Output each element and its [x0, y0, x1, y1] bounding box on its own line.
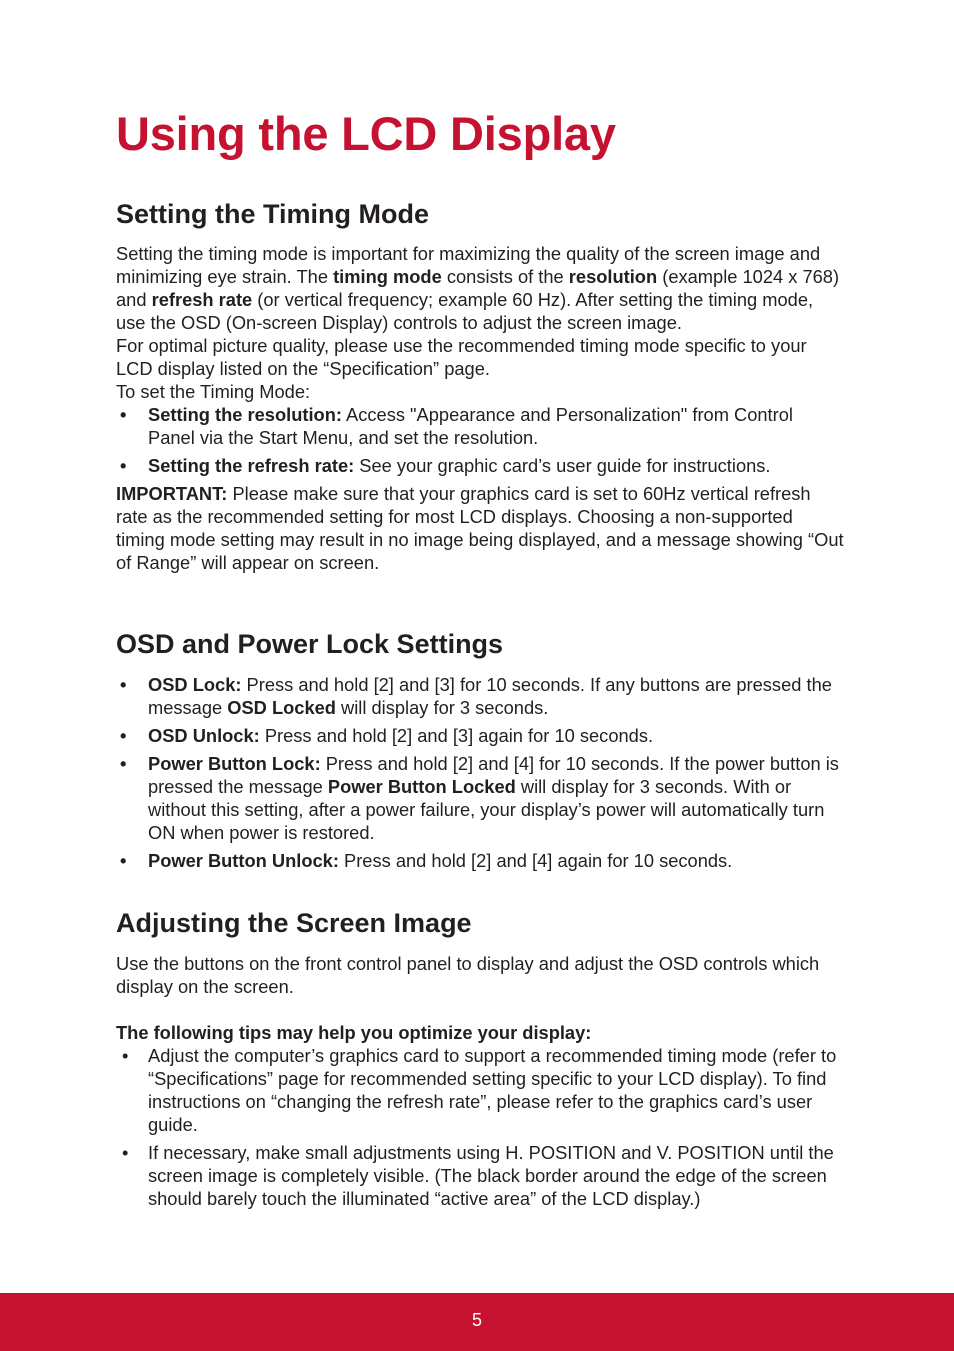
list-item: • Setting the refresh rate: See your graphic card’s user guide for instructions. — [120, 455, 771, 476]
list-item: • Adjust the computer’s graphics card to support a recommended timing mode (refer to “Specifications” page for recommended setting specific to your LCD display). To find instructions on “changing the refresh rate”, please refer to the graphics card’s user guide. — [122, 1045, 837, 1135]
list-item: • If necessary, make small adjustments using H. POSITION and V. POSITION until the screen image is completely visible. (The black border around the edge of the screen should barely touch the illuminated “active area” of the LCD display.) — [122, 1142, 834, 1209]
timing-mode-heading: Setting the Timing Mode — [116, 199, 429, 229]
bullet-icon: • — [120, 850, 127, 871]
osd-lock-list — [116, 673, 844, 872]
page-footer — [0, 1293, 954, 1351]
page-number: 5 — [471, 1310, 482, 1330]
important-note: IMPORTANT: Please make sure that your graphics card is set to 60Hz vertical refresh rate as the recommended setting for most LCD displays. Choosing a non-supported timing mode setting may result in no image being displayed, and a message showing “Out of Range” will appear on screen. — [116, 483, 844, 573]
page-title: Using the LCD Display — [116, 107, 616, 160]
bullet-icon: • — [122, 1045, 129, 1066]
timing-steps-list — [116, 403, 844, 477]
timing-intro-paragraph: Setting the timing mode is important for maximizing the quality of the screen image and minimizing eye strain. The timing mode consists of the resolution (example 1024 x 768) and refresh rate (or vertical frequency; example 60 Hz). After setting the timing mode, use the OSD (On-screen Display) controls to adjust the screen image. — [116, 243, 840, 333]
tips-heading: The following tips may help you optimize your display: — [116, 1022, 592, 1043]
bullet-icon: • — [120, 455, 127, 476]
list-item: • Power Button Lock: Press and hold [2] and [4] for 10 seconds. If the power button is pressed the message Power Button Locked will display for 3 seconds. With or without this setting, after a power failure, your display’s power will automatically turn ON when power is restored. — [120, 753, 839, 843]
list-item: • Setting the resolution: Access "Appearance and Personalization" from Control Panel via the Start Menu, and set the resolution. — [120, 404, 793, 448]
bullet-icon: • — [120, 753, 127, 774]
optimal-quality-paragraph: For optimal picture quality, please use the recommended timing mode specific to your LCD display listed on the “Specification” page. — [116, 335, 807, 379]
timing-mode-section — [116, 242, 844, 574]
tips-section — [116, 1021, 844, 1210]
osd-lock-section — [116, 673, 844, 872]
bullet-icon: • — [120, 404, 127, 425]
bullet-icon: • — [120, 725, 127, 746]
list-item: • Power Button Unlock: Press and hold [2] and [4] again for 10 seconds. — [120, 850, 733, 871]
list-item: • OSD Lock: Press and hold [2] and [3] for 10 seconds. If any buttons are pressed the message OSD Locked will display for 3 seconds. — [120, 674, 832, 718]
adjust-image-heading: Adjusting the Screen Image — [116, 908, 472, 938]
tips-list — [116, 1044, 844, 1210]
adjust-image-section — [116, 952, 844, 998]
adjust-intro-paragraph: Use the buttons on the front control panel to display and adjust the OSD controls which display on the screen. — [116, 953, 820, 997]
set-timing-paragraph: To set the Timing Mode: — [116, 381, 311, 402]
osd-lock-heading: OSD and Power Lock Settings — [116, 629, 504, 659]
bullet-icon: • — [122, 1142, 129, 1163]
list-item: • OSD Unlock: Press and hold [2] and [3] again for 10 seconds. — [120, 725, 654, 746]
bullet-icon: • — [120, 674, 127, 695]
